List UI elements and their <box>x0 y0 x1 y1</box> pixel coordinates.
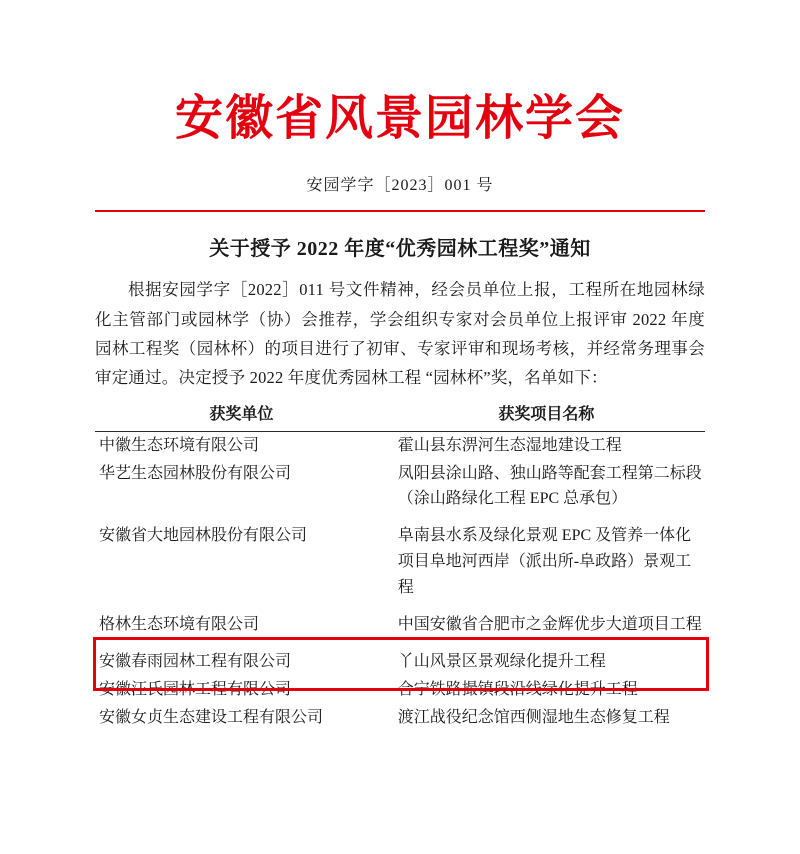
document-body: 根据安园学字［2022］011 号文件精神，经会员单位上报，工程所在地园林绿化主管部门或园林学（协）会推荐，学会组织专家对会员单位上报评审 2022 年度园林工程奖（园林杯）的项目进行了初审、专家评审和现场考核，并经常务理事会审定通过。决定授予 2022 年度优秀园林工程 “园林杯”奖，名单如下： <box>95 280 705 388</box>
table-spacer-row <box>95 639 705 648</box>
award-project: 霍山县东淠河生态湿地建设工程 <box>397 436 622 454</box>
table-row <box>95 648 705 676</box>
award-table-body <box>95 432 705 732</box>
spacer-cell <box>388 639 705 648</box>
column-header-unit: 获奖单位 <box>209 405 274 423</box>
award-table-head <box>95 401 705 432</box>
document-subject: 关于授予 2022 年度“优秀园林工程奖”通知 <box>209 238 591 261</box>
award-project: 合宁铁路撮镇段沿线绿化提升工程 <box>397 680 638 698</box>
award-project: 丫山风景区景观绿化提升工程 <box>397 652 606 670</box>
spacer-cell <box>95 513 388 522</box>
document-page <box>0 92 800 854</box>
award-unit: 格林生态环境有限公司 <box>99 616 260 634</box>
award-project: 渡江战役纪念馆西侧湿地生态修复工程 <box>397 708 670 726</box>
table-row <box>95 704 705 732</box>
organization-title: 安徽省风景园林学会 <box>174 90 625 146</box>
table-spacer-row <box>95 513 705 522</box>
spacer-cell <box>388 513 705 522</box>
award-unit: 安徽汪氏园林工程有限公司 <box>99 680 292 698</box>
column-header-project: 获奖项目名称 <box>498 405 595 423</box>
red-divider-rule <box>95 210 705 213</box>
table-header-row <box>95 401 705 431</box>
table-row <box>95 676 705 704</box>
award-unit: 安徽女贞生态建设工程有限公司 <box>99 708 324 726</box>
spacer-cell <box>95 602 388 611</box>
spacer-cell <box>388 602 705 611</box>
award-unit: 中徽生态环境有限公司 <box>99 436 260 454</box>
award-unit: 安徽省大地园林股份有限公司 <box>99 527 308 545</box>
table-row <box>95 522 705 602</box>
table-spacer-row <box>95 602 705 611</box>
award-project: 中国安徽省合肥市之金辉优步大道项目工程 <box>397 616 702 634</box>
table-row-highlighted <box>95 611 705 639</box>
table-row <box>95 460 705 514</box>
award-unit: 安徽春雨园林工程有限公司 <box>99 652 292 670</box>
table-row <box>95 432 705 460</box>
document-number: 安园学字［2023］001 号 <box>306 176 494 194</box>
award-project: 阜南县水系及绿化景观 EPC 及管养一体化项目阜地河西岸（派出所-阜政路）景观工程 <box>397 527 692 597</box>
spacer-cell <box>95 639 388 648</box>
award-unit: 华艺生态园林股份有限公司 <box>99 464 292 482</box>
award-project: 凤阳县涂山路、独山路等配套工程第二标段（涂山路绿化工程 EPC 总承包） <box>397 464 702 508</box>
award-table <box>95 401 705 732</box>
